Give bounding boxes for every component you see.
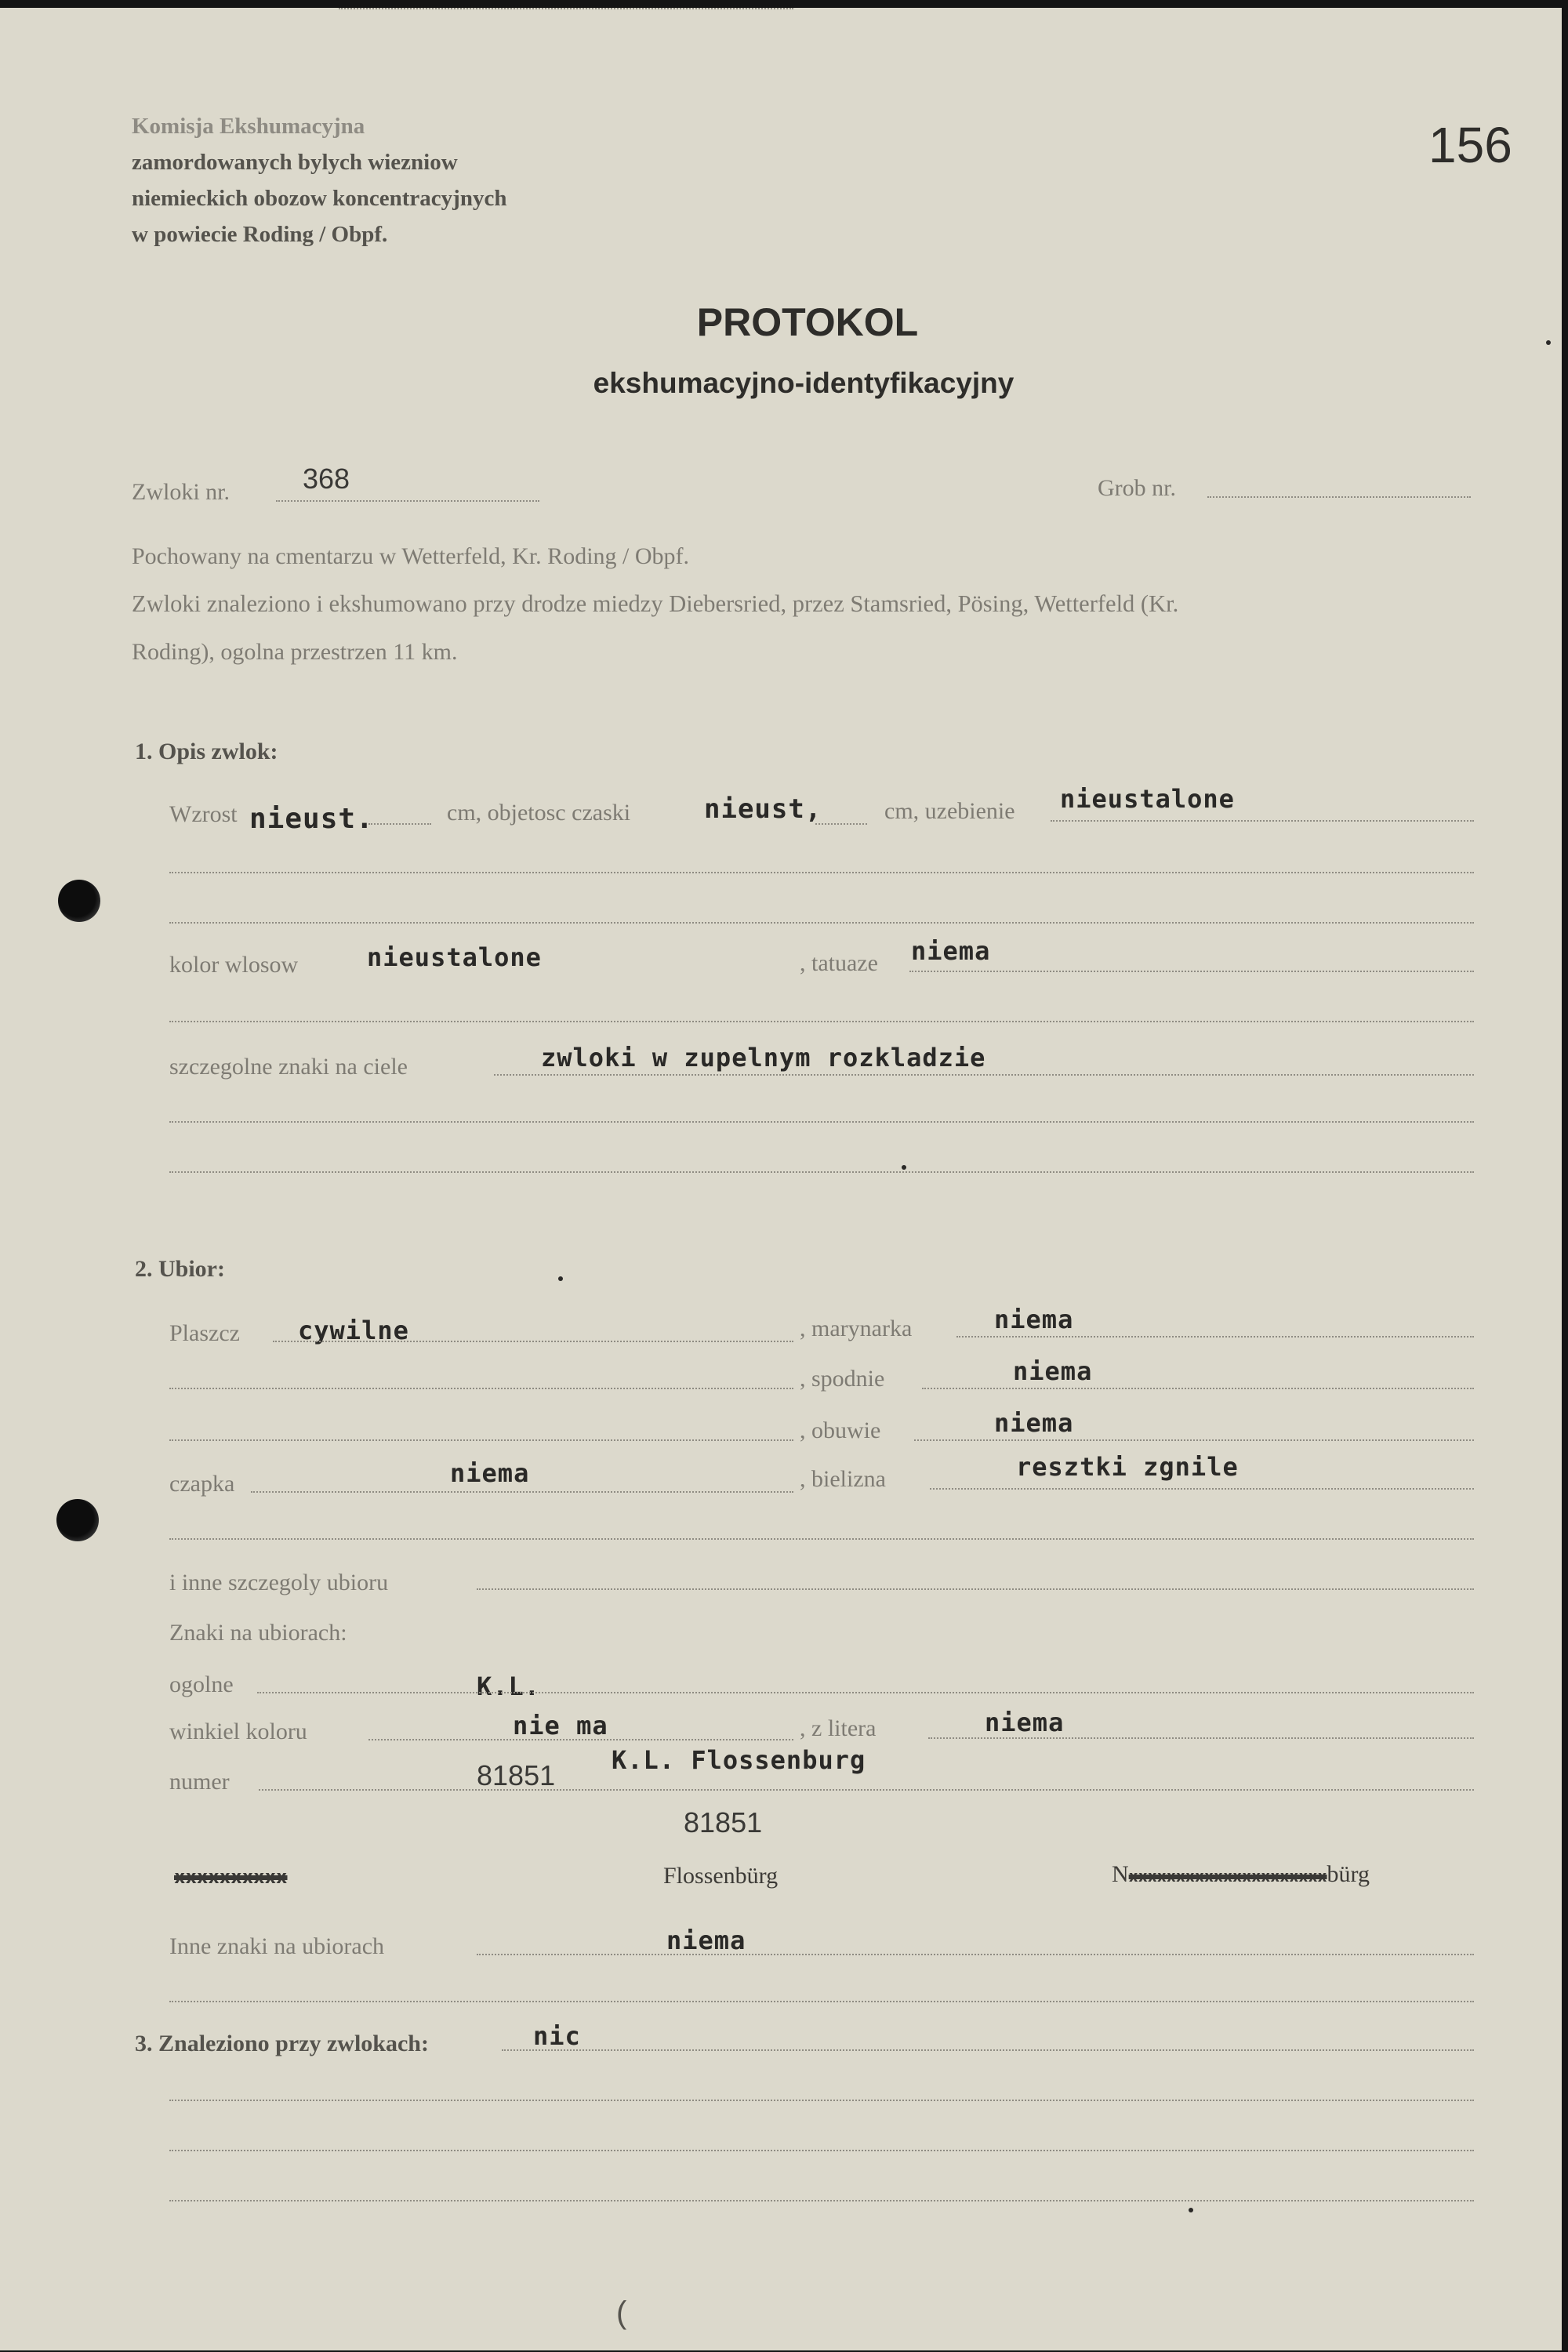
other-clothing-marks-label: Inne znaki na ubiorach [169, 1933, 385, 1959]
number-extra-value: 81851 [684, 1806, 763, 1838]
zwloki-label: Zwloki nr. [132, 479, 230, 505]
body-marks-value: zwloki w zupelnym rozkladzie [541, 1043, 986, 1073]
pencil-mark: ( [616, 2296, 627, 2330]
ink-speck [902, 1165, 906, 1170]
cap-value: niema [450, 1458, 530, 1488]
struck-middle: xxxxxxxxxxxxxxxxxxxxx [1128, 1867, 1327, 1886]
cm-skull-label: cm, objetosc czaski [447, 800, 631, 826]
found-location-line-2: Roding), ogolna przestrzen 11 km. [132, 639, 458, 665]
shoes-value: niema [994, 1408, 1074, 1438]
general-marks-label: ogolne [169, 1671, 234, 1697]
hair-color-value: nieustalone [367, 942, 542, 972]
letter-label: , z litera [800, 1715, 877, 1741]
section-3-heading: 3. Znaleziono przy zwlokach: [135, 2031, 429, 2056]
jacket-label: , marynarka [800, 1316, 913, 1341]
jacket-value: niema [994, 1305, 1074, 1334]
wzrost-label: Wzrost [169, 801, 238, 827]
found-location-line-1: Zwloki znaleziono i ekshumowano przy drodze miedzy Diebersried, przez Stamsried, Pösing, Wetterfeld (Kr. [132, 590, 1179, 617]
document-subtitle: ekshumacyjno-identyfikacyjny [593, 367, 1014, 399]
section-2-heading: 2. Ubior: [135, 1256, 225, 1282]
header-block [132, 108, 506, 252]
header-line-2: zamordowanych bylych wiezniow [132, 150, 458, 175]
struck-prefix: N [1112, 1861, 1129, 1887]
teeth-value: nieustalone [1060, 784, 1235, 814]
punch-hole-bottom [56, 1499, 99, 1541]
body-marks-label: szczegolne znaki na ciele [169, 1054, 408, 1080]
burial-place-text: Pochowany na cmentarzu w Wetterfeld, Kr. Roding / Obpf. [132, 543, 690, 569]
number-camp-value: K.L. Flossenburg [612, 1745, 866, 1775]
document-title: PROTOKOL [696, 300, 919, 344]
ink-speck [1189, 2208, 1193, 2212]
punch-hole-top [58, 880, 100, 922]
other-clothing-details-label: i inne szczegoly ubioru [169, 1570, 389, 1595]
grob-label: Grob nr. [1098, 475, 1176, 501]
trousers-label: , spodnie [800, 1366, 885, 1392]
trousers-value: niema [1013, 1356, 1093, 1386]
ink-speck [1546, 340, 1551, 345]
skull-value: nieust, [704, 793, 822, 825]
struck-text-left: xxxxxxxxxx [174, 1866, 288, 1888]
found-items-value: nic [533, 2021, 581, 2051]
underwear-value: resztki zgnile [1016, 1452, 1239, 1482]
other-clothing-marks-value: niema [666, 1926, 746, 1955]
ink-speck [558, 1276, 563, 1281]
hair-color-label: kolor wlosow [169, 952, 299, 978]
page-number: 156 [1428, 117, 1512, 173]
zwloki-number: 368 [303, 463, 350, 495]
protocol-document [0, 8, 1562, 2350]
number-value: 81851 [477, 1759, 556, 1791]
triangle-color-label: winkiel koloru [169, 1719, 307, 1744]
header-line-3: niemieckich obozow koncentracyjnych [132, 186, 507, 211]
general-marks-value: K.L. [477, 1671, 541, 1701]
underwear-label: , bielizna [800, 1466, 886, 1492]
cm-teeth-label: cm, uzebienie [884, 798, 1015, 824]
letter-value: niema [985, 1708, 1065, 1737]
flossenburg-label: Flossenbürg [663, 1863, 779, 1889]
header-line-1: Komisja Ekshumacyjna [132, 114, 365, 139]
struck-suffix: bürg [1327, 1861, 1370, 1887]
tattoo-label: , tatuaze [800, 950, 878, 976]
struck-text-right [1112, 1861, 1370, 1888]
header-line-4: w powiecie Roding / Obpf. [132, 222, 388, 247]
clothing-marks-label: Znaki na ubiorach: [169, 1620, 347, 1646]
section-1-heading: 1. Opis zwlok: [135, 739, 278, 764]
shoes-label: , obuwie [800, 1417, 881, 1443]
coat-value: cywilne [298, 1316, 409, 1345]
cap-label: czapka [169, 1471, 235, 1497]
coat-label: Plaszcz [169, 1320, 240, 1346]
tattoo-value: niema [911, 936, 991, 966]
number-label: numer [169, 1769, 230, 1795]
triangle-color-value: nie ma [513, 1711, 608, 1740]
wzrost-value: nieust. [249, 803, 374, 835]
